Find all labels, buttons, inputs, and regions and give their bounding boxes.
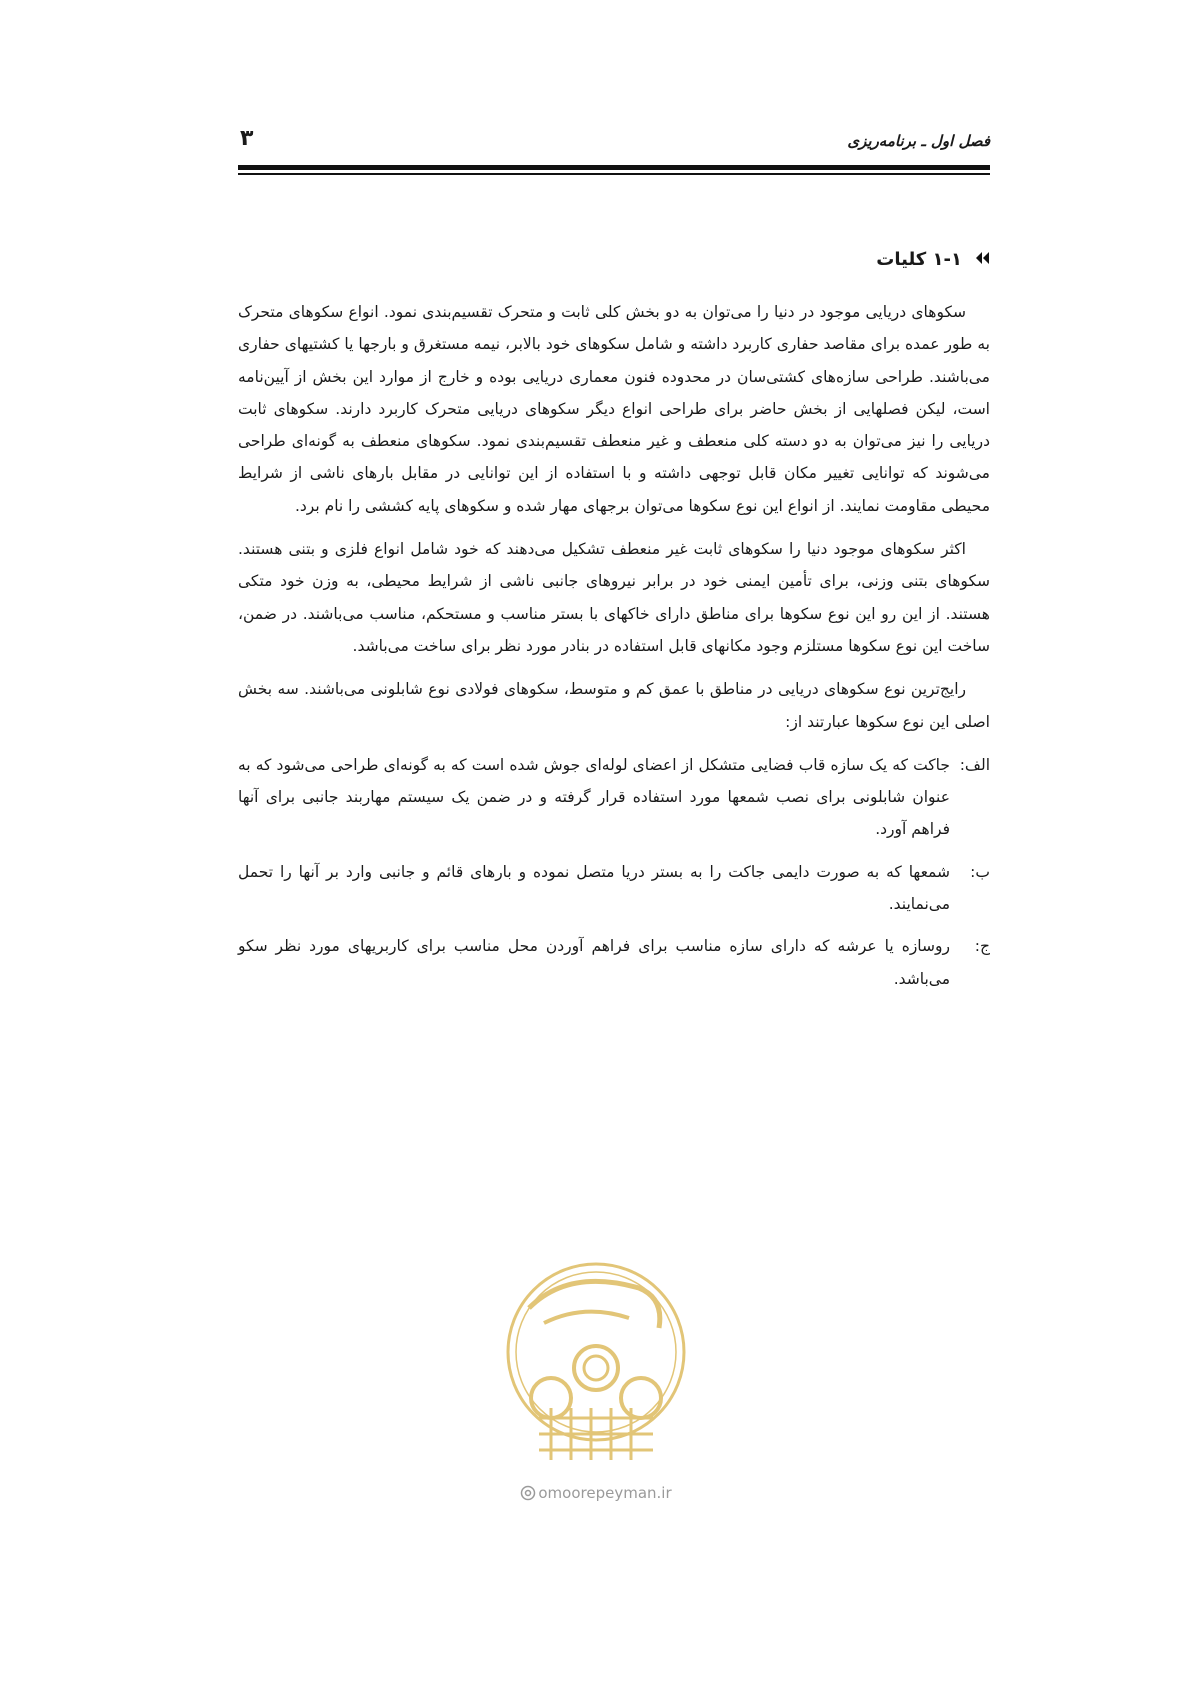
paragraph: رایج‌ترین نوع سکوهای دریایی در مناطق با عمق کم و متوسط، سکوهای فولادی نوع شابلونی می‌باشند. سه بخش اصلی این نوع سکوها عبارتند از: [238,680,990,731]
list-item-text: جاکت که یک سازه قاب فضایی متشکل از اعضای لوله‌ای جوش شده است که به گونه‌ای طراحی می‌شود که به عنوان شابلونی برای نصب شمعها مورد استفاده قرار گرفته و در ضمن یک سیستم مهاربند جانبی برای آنها فراهم آورد. [238,755,950,839]
at-symbol-icon [520,1485,536,1501]
paragraph: اکثر سکوهای موجود دنیا را سکوهای ثابت غیر منعطف تشکیل می‌دهند که خود شامل انواع فلزی و بتنی هستند. سکوهای بتنی وزنی، برای تأمین ایمنی خود در برابر نیروهای جانبی ناشی از شرایط محیطی، به وزن خود متکی هستند. از این رو این نوع سکوها برای مناطق دارای خاکهای با بستر مناسب و مستحکم، مناسب می‌باشند. در ضمن، ساخت این نوع سکوها مستلزم وجود مکانهای قابل استفاده در بنادر مورد نظر برای ساخت می‌باشد. [238,540,990,655]
paragraph: سکوهای دریایی موجود در دنیا را می‌توان به دو بخش کلی ثابت و متحرک تقسیم‌بندی نمود. انواع سکوهای متحرک به طور عمده برای مقاصد حفاری کاربرد داشته و شامل سکوهای خود بالابر، نیمه مستغرق و بارجها یا کشتیهای حفاری می‌باشند. طراحی سازه‌های کشتی‌سان در محدوده فنون معماری دریایی بوده و خارج از موارد این بخش از آیین‌نامه است، لیکن فصلهایی از بخش حاضر برای طراحی انواع دیگر سکوهای دریایی متحرک کاربرد دارند. سکوهای ثابت دریایی را نیز می‌توان به دو دسته کلی منعطف و غیر منعطف تقسیم‌بندی نمود. سکوهای منعطف به گونه‌ای طراحی می‌شوند که توانایی تغییر مکان قابل توجهی داشته و با استفاده از این توانایی در مقابل بارهای ناشی از شرایط محیطی مقاومت نمایند. از انواع این نوع سکوها می‌توان برجهای مهار شده و سکوهای پایه کششی را نام برد. [238,303,990,515]
list-item-label: ب: [970,862,990,881]
list-item [238,930,990,995]
section-heading-text: ۱-۱ کلیات [876,249,962,270]
header-rule-thick [238,165,990,170]
page-header [238,118,990,178]
double-chevron-icon [972,246,990,274]
header-rule-thin [238,173,990,175]
page-body [238,246,990,1005]
section-heading [238,246,990,274]
chapter-title: فصل اول ـ برنامه‌ریزی [847,132,990,150]
list-item-label: الف: [959,755,990,774]
list-item-text: روسازه یا عرشه که دارای سازه مناسب برای فراهم آوردن محل مناسب برای کاربریهای مورد نظر سکو می‌باشد. [238,937,950,988]
watermark-logo [489,1248,703,1476]
watermark-url [489,1484,703,1502]
page-number: ۳ [240,126,254,151]
watermark-url-text: omoorepeyman.ir [538,1484,672,1502]
list-item-label: ج: [974,937,990,956]
list-item [238,749,990,846]
list-item [238,856,990,921]
list-item-text: شمعها که به صورت دایمی جاکت را به بستر دریا متصل نموده و بارهای قائم و جانبی وارد بر آنها را تحمل می‌نمایند. [238,862,950,914]
